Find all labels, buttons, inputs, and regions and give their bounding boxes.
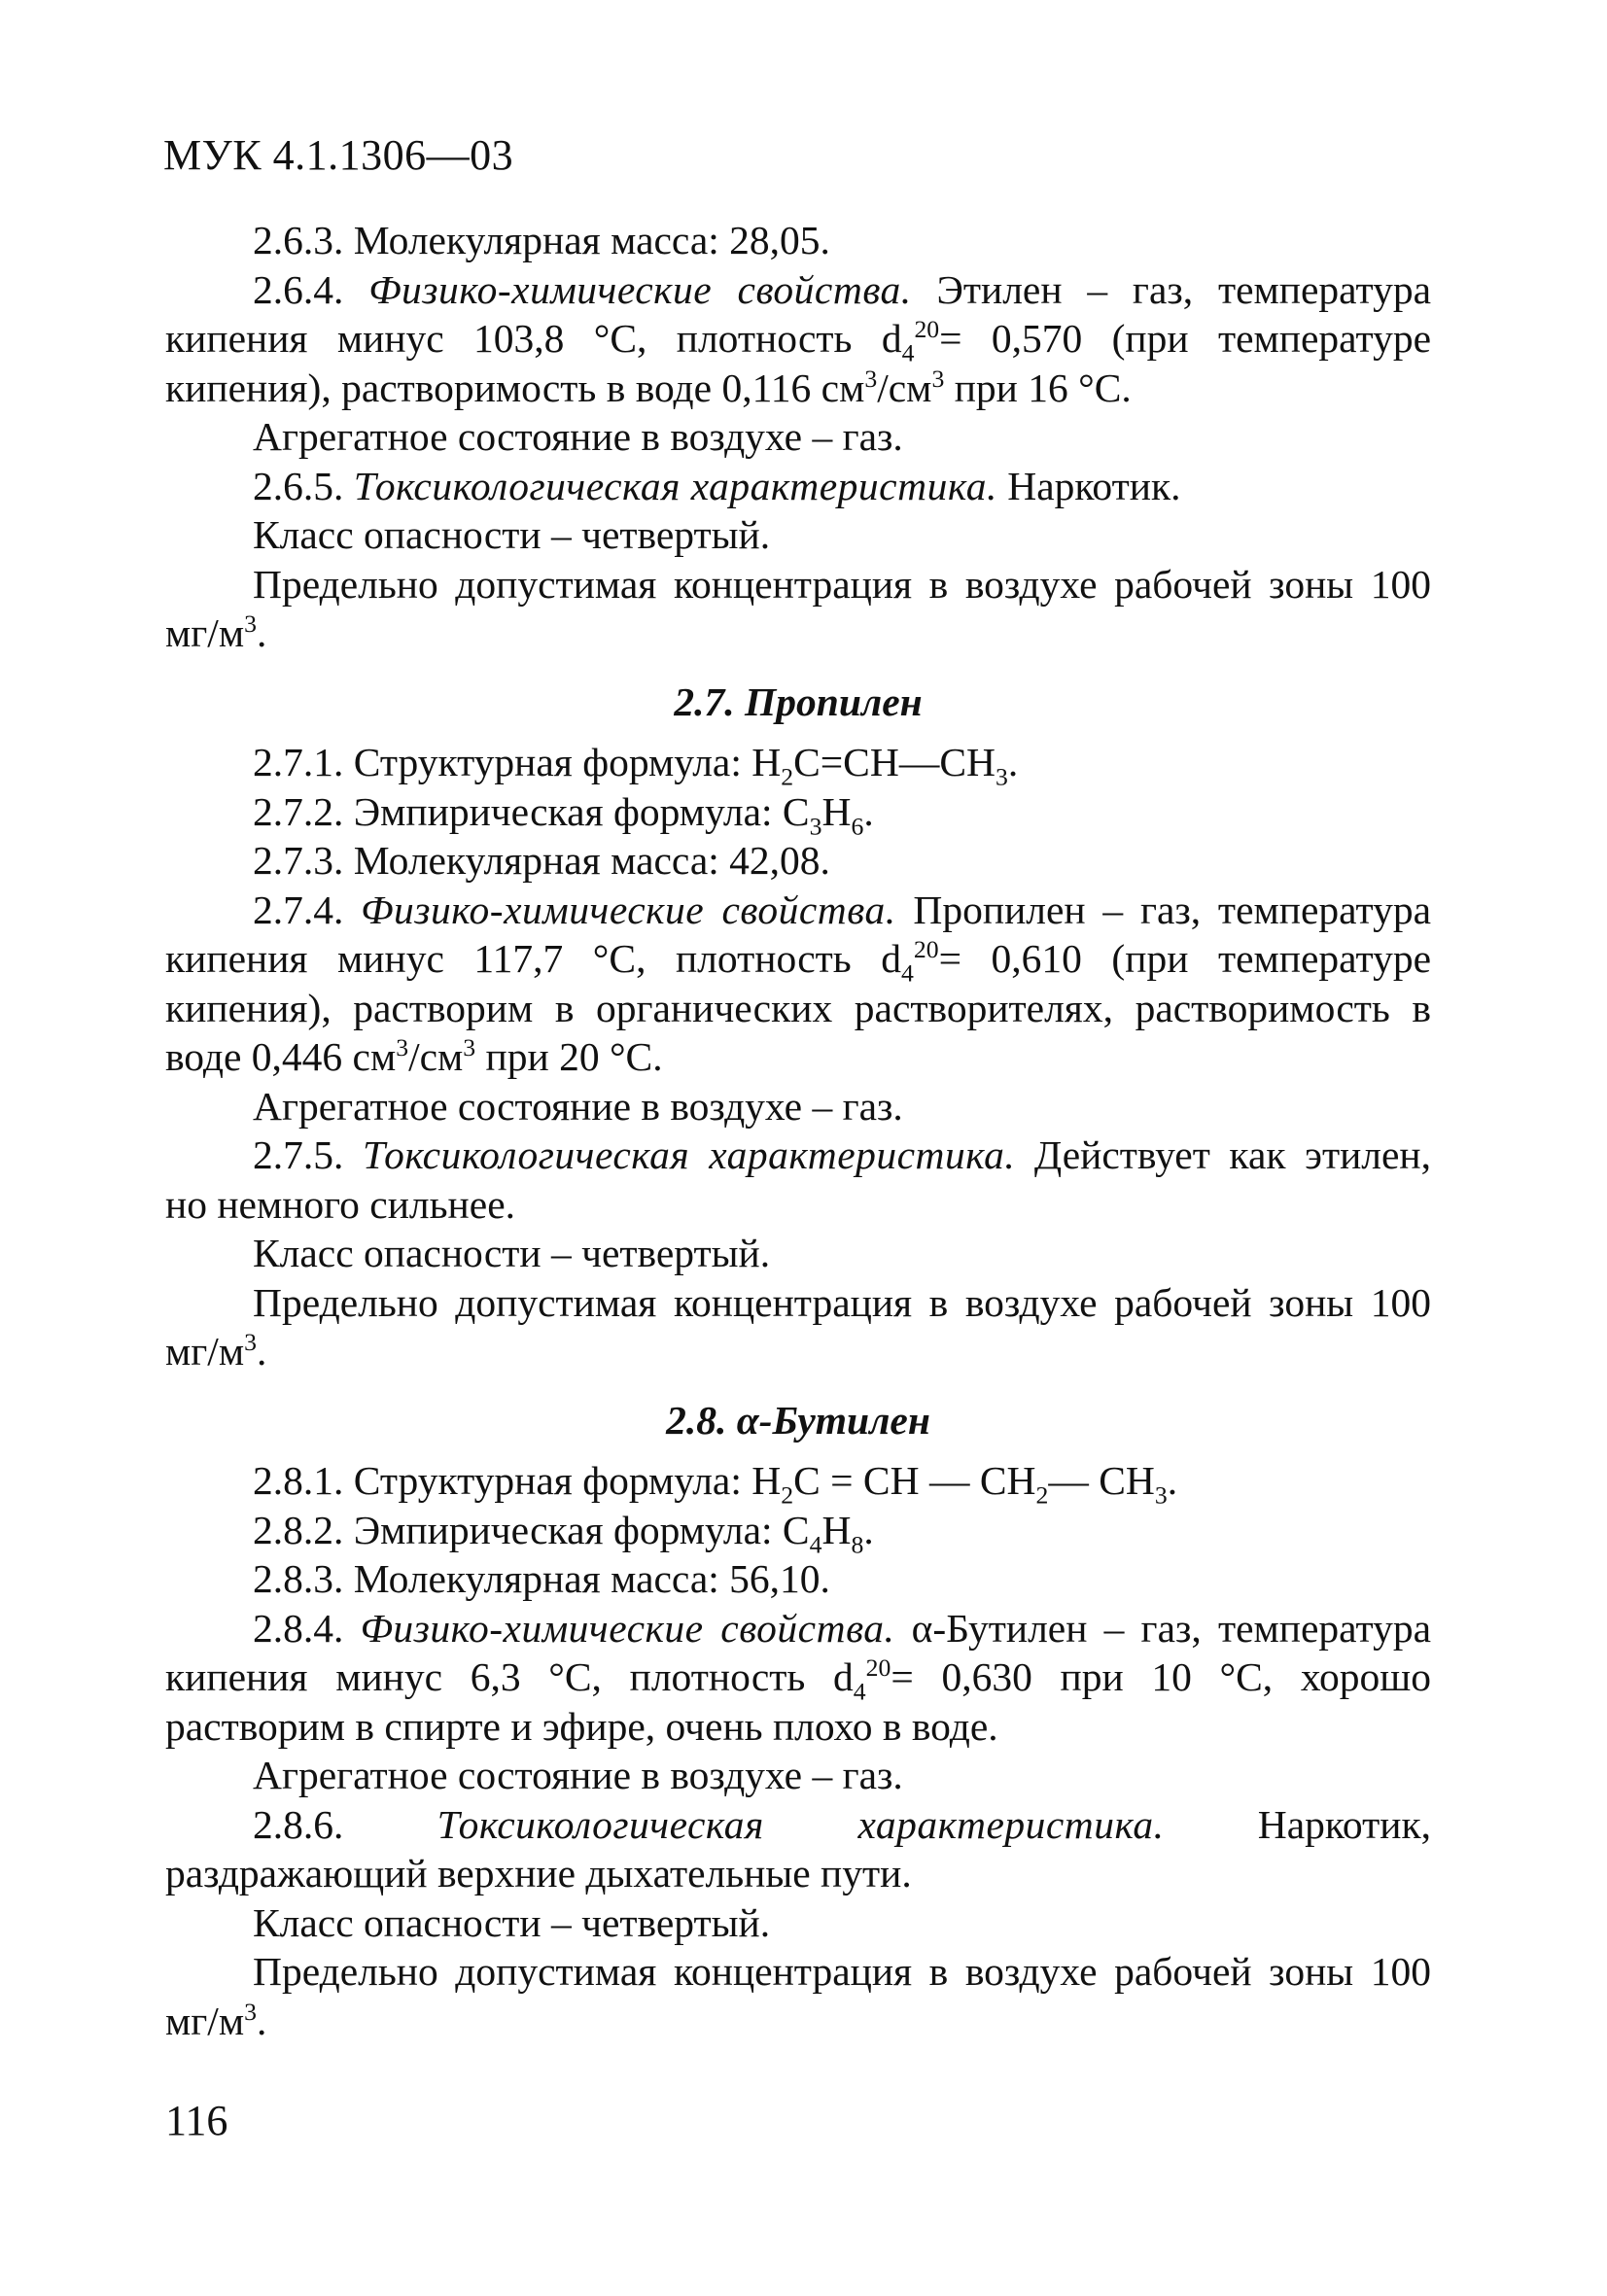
clause-text: H xyxy=(821,788,852,834)
density-superscript: 20 xyxy=(913,935,939,964)
paragraph-hazard-class: Класс опасности – четвертый. xyxy=(253,512,771,557)
unit-superscript: 3 xyxy=(244,1328,257,1357)
unit-superscript: 3 xyxy=(931,364,945,393)
density-superscript: 20 xyxy=(865,1653,891,1683)
clause-text: 2.7.2. Эмпирическая формула: C xyxy=(253,788,810,834)
clause-text: . xyxy=(1007,740,1019,784)
clause-text: Действует как этилен, но немного сильнее. xyxy=(165,1132,1432,1227)
formula-subscript: 3 xyxy=(995,762,1008,791)
unit-superscript: 3 xyxy=(244,609,257,639)
paragraph-2-6-3: 2.6.3. Молекулярная масса: 28,05. xyxy=(253,218,830,262)
unit-superscript: 3 xyxy=(864,364,878,393)
paragraph-hazard-class: Класс опасности – четвертый. xyxy=(253,1231,771,1275)
clause-text: . xyxy=(863,1507,874,1552)
clause-text: Наркотик. xyxy=(996,463,1181,508)
clause-text: при 16 °С. xyxy=(944,365,1132,410)
clause-text: . xyxy=(1167,1458,1178,1503)
clause-text: α-Бутилен – газ, температура кипения минус 6,3 °С, плотность d xyxy=(165,1605,1431,1699)
section-heading-2-8: 2.8. α-Бутилен xyxy=(666,1397,930,1443)
paragraph-2-7-5 xyxy=(165,1131,1431,1229)
density-superscript: 20 xyxy=(914,315,940,344)
clause-text: Наркотик, раздражающий верхние дыхательные пути. xyxy=(165,1801,1432,1896)
clause-text: /см xyxy=(408,1034,464,1079)
density-subscript: 4 xyxy=(901,338,915,367)
paragraph-2-8-6 xyxy=(165,1800,1431,1898)
clause-text: . xyxy=(256,1329,267,1374)
clause-text: . xyxy=(863,788,874,834)
clause-number: 2.8.4. xyxy=(253,1605,361,1651)
unit-superscript: 3 xyxy=(244,1997,257,2026)
page-number: 116 xyxy=(165,2097,228,2144)
clause-text: Этилен – газ, температура кипения минус 103,8 °С, плотность d xyxy=(165,266,1431,361)
paragraph-2-8-3: 2.8.3. Молекулярная масса: 56,10. xyxy=(253,1556,830,1601)
paragraph-pdk xyxy=(165,560,1431,658)
paragraph-2-7-1 xyxy=(165,738,1431,791)
density-subscript: 4 xyxy=(901,958,914,988)
formula-subscript: 3 xyxy=(1154,1480,1168,1510)
clause-text: Предельно допустимая концентрация в воздухе рабочей зоны 100 мг/м xyxy=(165,1949,1431,2043)
clause-text: = 0,610 (при температуре кипения), растворим в органических растворителях, растворимость в воде 0,446 см xyxy=(165,936,1431,1079)
clause-text: при 20 °С. xyxy=(475,1034,663,1079)
clause-text: = 0,570 (при температуре кипения), растворимость в воде 0,116 см xyxy=(165,316,1431,410)
clause-text: C=CH—CH xyxy=(793,740,996,784)
clause-text: Предельно допустимая концентрация в воздухе рабочей зоны 100 мг/м xyxy=(165,561,1431,655)
unit-superscript: 3 xyxy=(396,1033,409,1062)
paragraph-pdk xyxy=(165,1947,1431,2045)
paragraph-2-8-1 xyxy=(165,1456,1431,1510)
clause-title: Физико-химические свойства. xyxy=(360,1605,895,1651)
formula-subscript: 2 xyxy=(1035,1480,1049,1510)
paragraph-2-7-3: 2.7.3. Молекулярная масса: 42,08. xyxy=(253,838,830,883)
clause-text: . xyxy=(256,1998,267,2043)
section-heading-2-7: 2.7. Пропилен xyxy=(674,678,923,724)
formula-subscript: 2 xyxy=(781,1480,794,1510)
clause-number: 2.7.4. xyxy=(253,887,362,932)
clause-text: 2.7.1. Структурная формула: H xyxy=(253,740,782,784)
clause-text: = 0,630 при 10 °С, хорошо растворим в спирте и эфире, очень плохо в воде. xyxy=(165,1654,1431,1749)
paragraph-hazard-class: Класс опасности – четвертый. xyxy=(253,1899,771,1945)
clause-text: C = CH — CH xyxy=(793,1458,1036,1503)
clause-number: 2.8.6. xyxy=(253,1801,437,1847)
formula-subscript: 4 xyxy=(809,1529,822,1558)
paragraph-aggregate-state: Агрегатное состояние в воздухе – газ. xyxy=(253,1753,903,1797)
clause-text: Предельно допустимая концентрация в воздухе рабочей зоны 100 мг/м xyxy=(165,1279,1431,1374)
formula-subscript: 6 xyxy=(851,811,864,840)
formula-subscript: 3 xyxy=(809,811,822,840)
clause-text: — CH xyxy=(1048,1458,1155,1503)
formula-subscript: 2 xyxy=(781,762,794,791)
clause-number: 2.6.4. xyxy=(253,266,369,312)
document-body xyxy=(165,216,1431,2045)
clause-title: Физико-химические свойства. xyxy=(368,266,912,312)
clause-number: 2.7.5. xyxy=(253,1132,363,1177)
paragraph-aggregate-state: Агрегатное состояние в воздухе – газ. xyxy=(253,1083,903,1129)
formula-subscript: 8 xyxy=(851,1529,864,1558)
paragraph-aggregate-state: Агрегатное состояние в воздухе – газ. xyxy=(253,414,903,459)
clause-title: Токсикологическая характеристика. xyxy=(437,1801,1165,1847)
document-code-header: МУК 4.1.1306—03 xyxy=(163,131,514,179)
clause-title: Токсикологическая характеристика. xyxy=(362,1132,1016,1177)
paragraph-2-7-4 xyxy=(165,886,1431,1082)
clause-text: 2.8.2. Эмпирическая формула: C xyxy=(253,1507,810,1552)
paragraph-pdk xyxy=(165,1278,1431,1376)
clause-text: Пропилен – газ, температура кипения минус 117,7 °С, плотность d xyxy=(165,887,1431,981)
density-subscript: 4 xyxy=(853,1677,866,1706)
clause-text: H xyxy=(821,1507,852,1552)
paragraph-2-6-5 xyxy=(165,462,1431,511)
clause-number: 2.6.5. xyxy=(253,463,354,508)
clause-title: Токсикологическая характеристика. xyxy=(353,463,997,508)
paragraph-2-8-2 xyxy=(165,1506,1431,1558)
paragraph-2-6-4 xyxy=(165,265,1431,413)
clause-text: . xyxy=(256,610,267,655)
paragraph-2-8-4 xyxy=(165,1604,1431,1752)
clause-text: 2.8.1. Структурная формула: H xyxy=(253,1458,782,1503)
clause-title: Физико-химические свойства. xyxy=(361,887,896,932)
paragraph-2-7-2 xyxy=(165,787,1431,840)
unit-superscript: 3 xyxy=(463,1033,476,1062)
clause-text: /см xyxy=(877,365,932,410)
